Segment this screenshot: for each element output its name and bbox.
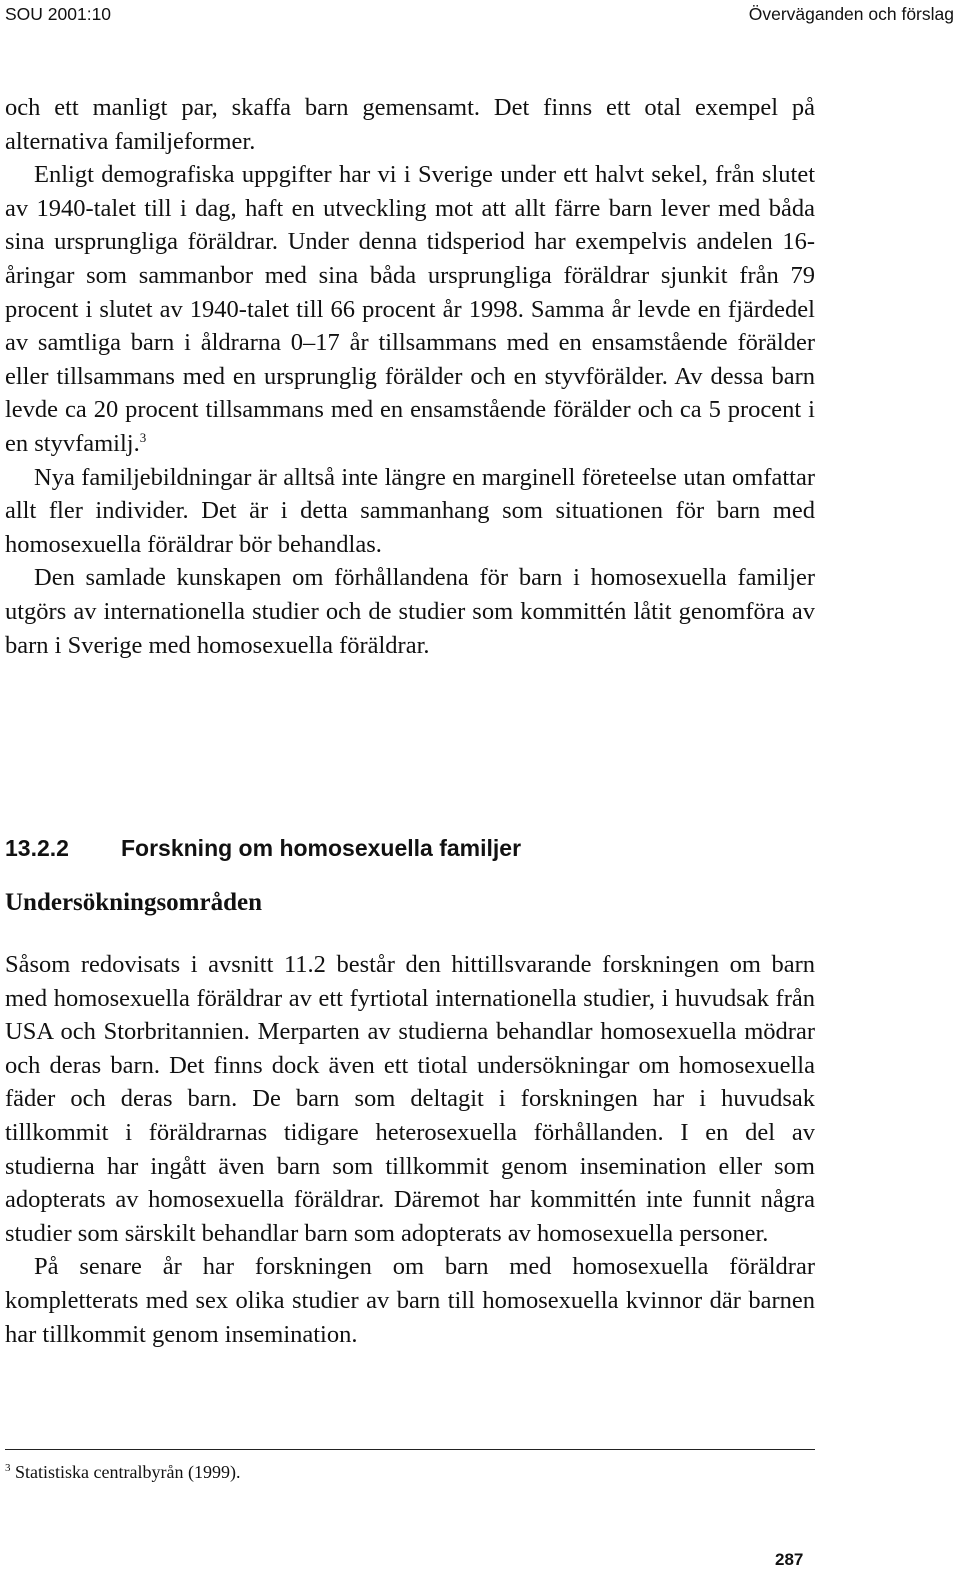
- section-number: 13.2.2: [5, 835, 69, 861]
- page-number: 287: [775, 1550, 804, 1569]
- body-text-top: [5, 91, 815, 662]
- body-text-section: [5, 948, 815, 1351]
- paragraph: Nya familjebildningar är alltså inte längre en marginell företeelse utan omfattar allt fler individer. Det är i detta sammanhang som situationen för barn med homosexuella föräldrar bör behandlas.: [5, 463, 815, 558]
- running-header: [5, 4, 954, 28]
- footnote-text: Statistiska centralbyrån (1999).: [15, 1462, 241, 1482]
- footnote-reference: 3: [139, 429, 147, 445]
- chapter-title: Överväganden och förslag: [748, 4, 954, 24]
- paragraph: Den samlade kunskapen om förhållandena för barn i homosexuella familjer utgörs av internationella studier och de studier som kommittén låtit genomföra av barn i Sverige med homosexuella föräldrar.: [5, 564, 815, 659]
- section-title: Forskning om homosexuella familjer: [121, 835, 522, 861]
- footnote-divider: [5, 1449, 815, 1450]
- document-reference: SOU 2001:10: [5, 4, 112, 24]
- paragraph: [5, 158, 815, 460]
- paragraph-text: Enligt demografiska uppgifter har vi i Sverige under ett halvt sekel, från slutet av 1940-talet till i dag, haft en utveckling mot att allt färre barn lever med båda sina ursprungliga föräldrar. Under denna tidsperiod har exempelvis andelen 16-åringar som sammanbor med sina båda ursprungliga föräldrar sjunkit från 79 procent i slutet av 1940-talet till 66 procent år 1998. Samma år levde en fjärdedel av samtliga barn i åldrarna 0–17 år tillsammans med en ensamstående förälder eller tillsammans med en ursprunglig förälder och en styvförälder. Av dessa barn levde ca 20 procent tillsammans med en ensamstående förälder och ca 5 procent i en styvfamilj.: [5, 161, 815, 457]
- paragraph-continuation: och ett manligt par, skaffa barn gemensamt. Det finns ett otal exempel på alternativa familjeformer.: [5, 94, 815, 155]
- footnote-number: 3: [5, 1462, 11, 1474]
- paragraph: På senare år har forskningen om barn med homosexuella föräldrar kompletterats med sex olika studier av barn till homosexuella kvinnor där barnen har tillkommit genom insemination.: [5, 1253, 815, 1348]
- paragraph: Såsom redovisats i avsnitt 11.2 består den hittillsvarande forskningen om barn med homosexuella föräldrar av ett fyrtiotal internationella studier, i huvudsak från USA och Storbritannien. Merparten av studierna behandlar homosexuella mödrar och deras barn. Det finns dock även ett tiotal undersökningar om homosexuella fäder och deras barn. De barn som deltagit i forskningen har i huvudsak tillkommit i föräldrarnas tidigare heterosexuella förhållanden. I en del av studierna har ingått även barn som tillkommit genom insemination eller som adopterats av homosexuella föräldrar. Däremot har kommittén inte funnit några studier som särskilt behandlar barn som adopterats av homosexuella personer.: [5, 951, 815, 1247]
- subheading: Undersökningsområden: [5, 889, 262, 916]
- footnote: [5, 1462, 240, 1483]
- section-heading: [5, 835, 521, 862]
